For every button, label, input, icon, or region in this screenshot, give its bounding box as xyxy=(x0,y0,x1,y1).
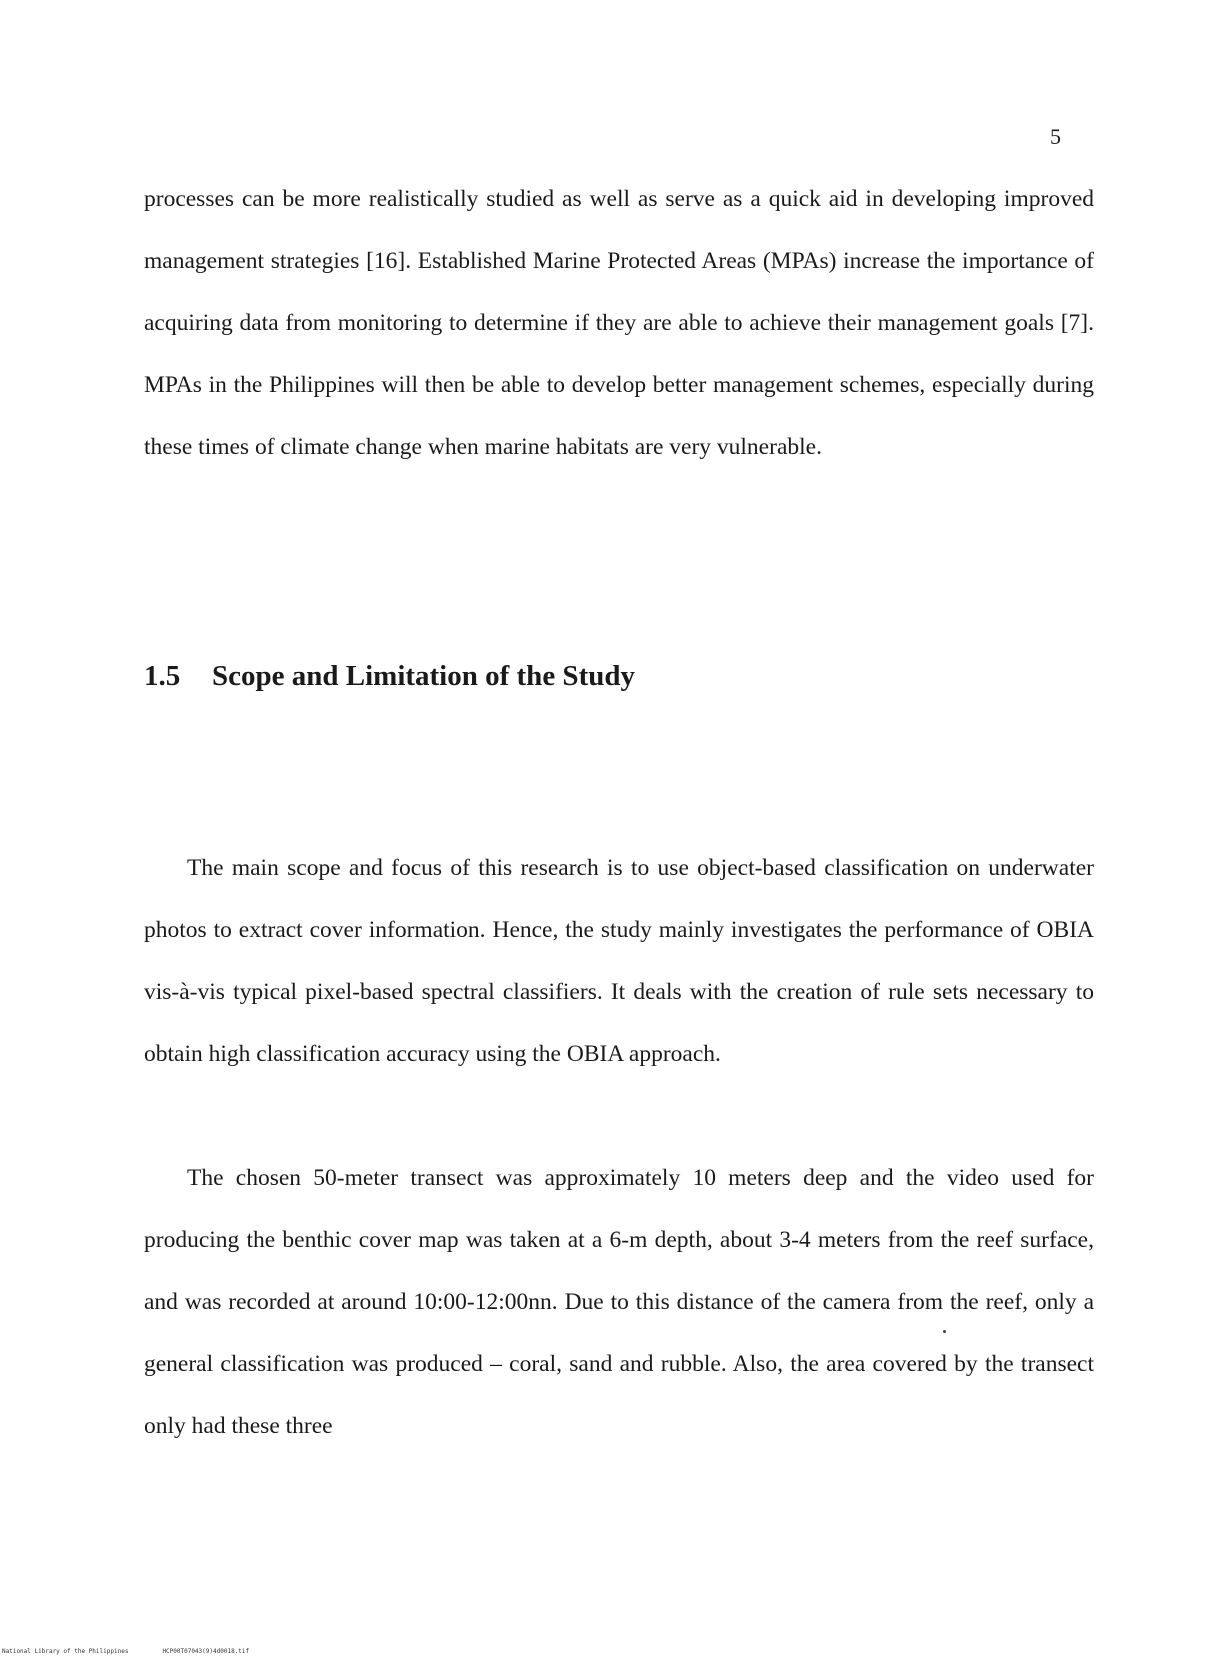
footer-file-id: HCP00T07043(9)4d0018.tif xyxy=(162,1648,250,1655)
section-heading xyxy=(144,660,635,693)
body-paragraph: processes can be more realistically studied as well as serve as a quick aid in developing improved management strategies [16]. Established Marine Protected Areas (MPAs) increase the importance of acquiring data from monitoring to determine if they are able to achieve their management goals [7]. MPAs in the Philippines will then be able to develop better management schemes, especially during these times of climate change when marine habitats are very vulnerable. xyxy=(144,186,1094,460)
body-paragraph: The main scope and focus of this research is to use object-based classification on underwater photos to extract cover information. Hence, the study mainly investigates the performance of OBIA vis-à-vis typical pixel-based spectral classifiers. It deals with the creation of rule sets necessary to obtain high classification accuracy using the OBIA approach. xyxy=(144,855,1094,1067)
footer-library: National Library of the Philippines xyxy=(2,1648,129,1655)
page-number: 5 xyxy=(1050,124,1061,149)
section-title: Scope and Limitation of the Study xyxy=(212,660,635,692)
scan-speck xyxy=(943,1330,946,1333)
section-number: 1.5 xyxy=(144,660,181,692)
scan-footer xyxy=(2,1648,249,1655)
body-paragraph: The chosen 50-meter transect was approximately 10 meters deep and the video used for producing the benthic cover map was taken at a 6-m depth, about 3-4 meters from the reef surface, and was recorded at around 10:00-12:00nn. Due to this distance of the camera from the reef, only a general classification was produced – coral, sand and rubble. Also, the area covered by the transect only had these three xyxy=(144,1165,1094,1439)
